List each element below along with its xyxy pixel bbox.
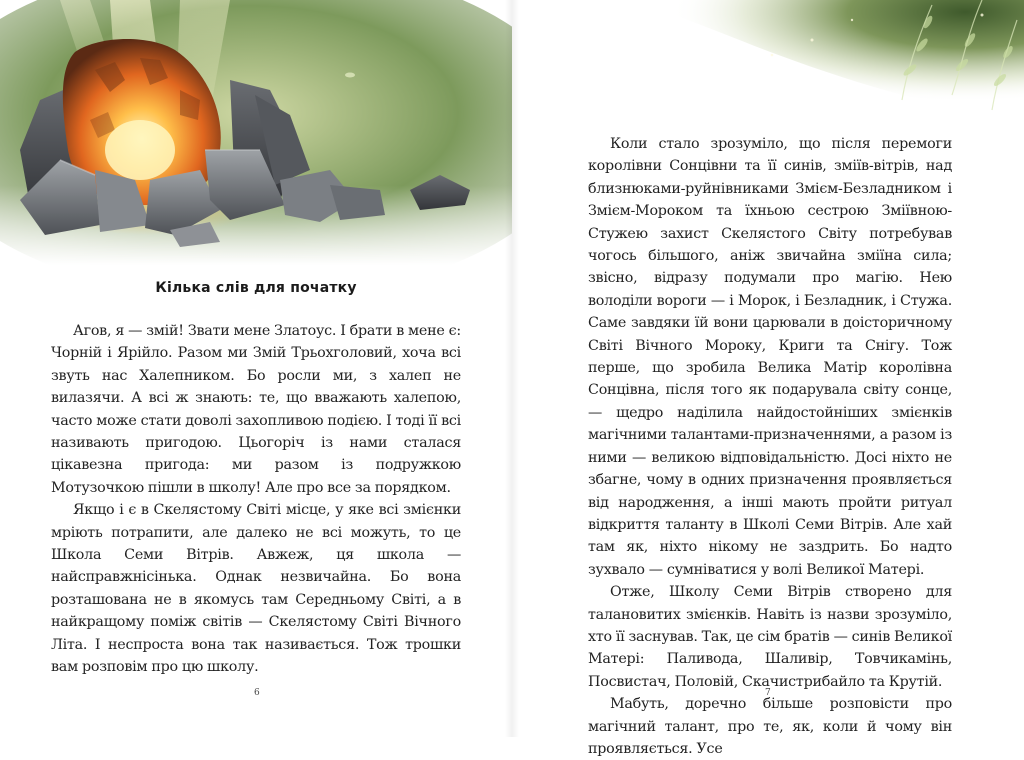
page-number: 6 — [254, 688, 260, 698]
paragraph: Коли стало зрозуміло, що після перемоги королівни Сонцівни та її синів, зміїв-вітрів, над близнюками-руйнівниками Змієм-Безладником і Змієм-Мороком та їхньою сестрою Зміївною-Стужею захист Скелястого Світу потребував чогось більшого, аніж звичайна зміїна сила; звісно, відразу подумали про магію. Нею володіли вороги — і Морок, і Безладник, і Стужа. Саме завдяки їй вони царювали в доісторичному Світі Вічного Мороку, Криги та Снігу. Тож перше, що зробила Велика Матір королівна Сонцівна, після того як подарувала світу сонце, — щедро наділила найдостойніших змієнків магічними талантами-призначеннями, а разом із ними — великою відповідальністю. Досі ніхто не збагне, чому в одних призначення проявляється від народження, а інші мають пройти ритуал відкриття таланту в Школі Семи Вітрів. Але хай там як, ніхто нікому не заздрить. Бо надто зухвало — сумніватися у волі Великої Матері. — [588, 136, 952, 578]
chapter-title: Кілька слів для початку — [155, 280, 357, 296]
left-page — [0, 0, 512, 737]
book-gutter — [505, 0, 519, 737]
left-page-body — [51, 320, 461, 679]
fire-egg-illustration — [0, 0, 512, 265]
foliage-corner-illustration — [512, 0, 1024, 130]
paragraph: Мабуть, доречно більше розповісти про магічний талант, про те, як, коли й чому він проявляється. Усе — [588, 696, 952, 757]
page-number: 7 — [765, 688, 771, 698]
paragraph: Агов, я — змій! Звати мене Златоус. І брати в мене є: Чорній і Ярійло. Разом ми Змій Трьохголовий, хоча всі звуть нас Халепником. Бо росли ми, з халеп не вилазячи. А всі ж знають: те, що вважають халепою, часто може стати доволі захопливою подією. І тоді її всі називають пригодою. Цьогоріч із нами сталася цікавезна пригода: ми разом із подружкою Мотузочкою пішли в школу! Але про все за порядком. — [51, 323, 461, 496]
right-page-body — [588, 133, 952, 760]
paragraph: Отже, Школу Семи Вітрів створено для талановитих змієнків. Навіть із назви зрозуміло, хто її заснував. Так, це сім братів — синів Великої Матері: Паливода, Шаливір, Товчикамінь, Посвистач, Половій, Скачистрибайло та Крутій. — [588, 584, 952, 690]
paragraph: Якщо і є в Скелястому Світі місце, у яке всі змієнки мріють потрапити, але далеко не всі можуть, то це Школа Семи Вітрів. Авжеж, ця школа — найсправжнісінька. Однак незвичайна. Бо вона розташована не в якомусь там Середньому Світі, а в найкращому поміж світів — Скелястому Світі Вічного Літа. І неспроста вона так називається. Тож трошки вам розповім про цю школу. — [51, 502, 461, 676]
